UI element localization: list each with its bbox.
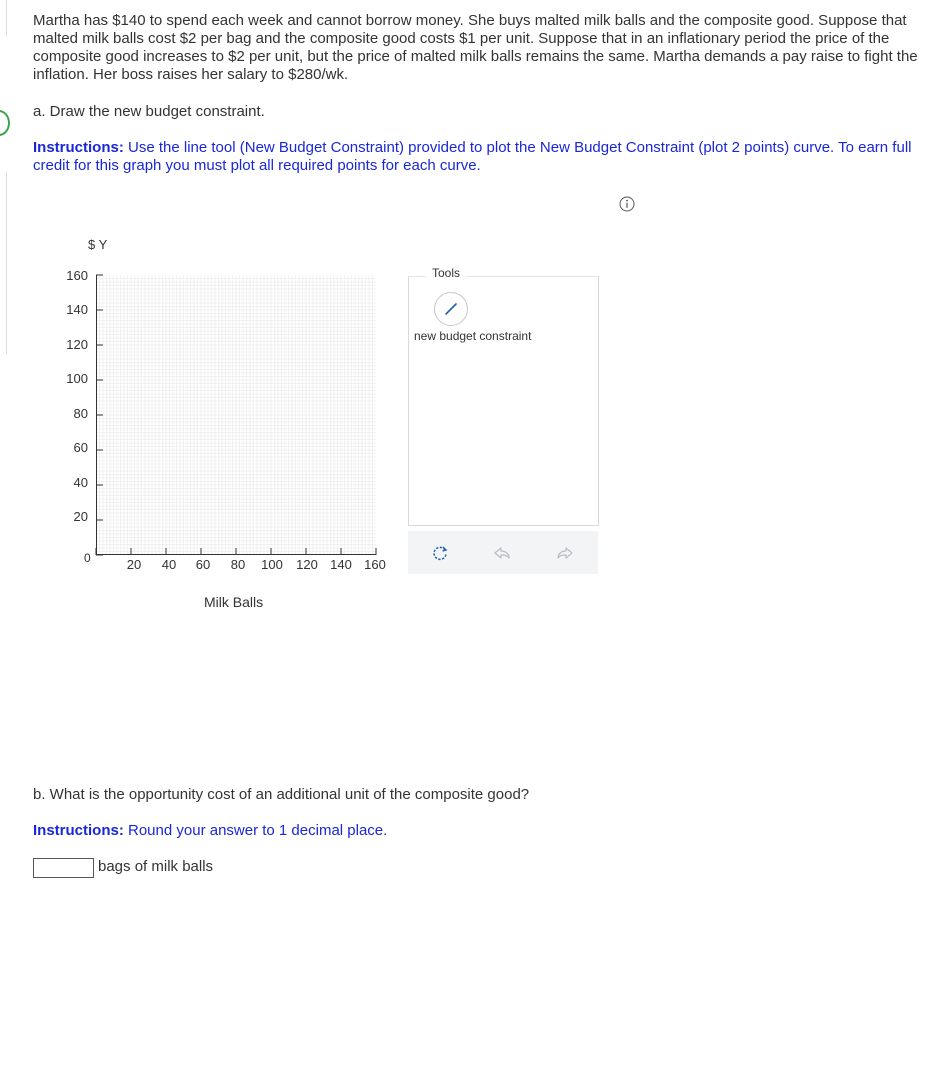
part-a-label: a. Draw the new budget constraint. [33,103,265,120]
y-tick-label: 120 [66,337,88,352]
x-tick-label: 160 [364,557,386,572]
x-tick-label: 20 [126,557,142,572]
x-tick-label: 40 [161,557,177,572]
y-tick-label: 80 [73,406,88,421]
tools-title: Tools [426,266,466,280]
line-tool-icon [443,301,459,317]
instructions-text: Use the line tool (New Budget Constraint) provided to plot the New Budget Constraint (plot 2 points) curve. To earn full credit for this graph you must plot all required points for each curve. [33,139,912,174]
x-tick-label: 140 [330,557,352,572]
undo-icon[interactable] [492,543,512,563]
origin-label: 0 [84,551,91,565]
answer-unit-label: bags of milk balls [98,858,214,875]
instructions-prefix: Instructions: [33,822,124,839]
x-tick-label: 120 [296,557,318,572]
redo-icon[interactable] [555,543,575,563]
left-nav-fragment [0,0,7,36]
y-tick-label: 60 [73,440,88,455]
x-tick-label: 60 [195,557,211,572]
info-icon[interactable] [619,196,635,212]
y-tick-label: 20 [73,509,88,524]
y-axis-label: $ Y [88,237,108,252]
x-tick-label: 100 [261,557,283,572]
x-axis-label: Milk Balls [204,594,264,610]
reset-icon[interactable] [430,543,450,563]
part-b-instructions [33,822,387,839]
y-tick-label: 100 [66,371,88,386]
y-tick-label: 160 [66,268,88,283]
part-b-label: b. What is the opportunity cost of an additional unit of the composite good? [33,786,530,803]
x-tick-label: 80 [230,557,246,572]
new-budget-constraint-tool-button[interactable] [434,292,468,326]
line-tool-label: new budget constraint [414,329,532,343]
graph-action-bar [408,531,598,574]
part-a-instructions [33,139,928,175]
instructions-text: Round your answer to 1 decimal place. [123,822,388,839]
y-tick-label: 40 [73,475,88,490]
opportunity-cost-answer-input[interactable] [33,858,94,878]
progress-indicator-icon [0,110,10,136]
instructions-prefix: Instructions: [33,139,124,156]
graph-plot-area[interactable] [96,275,376,555]
left-nav-fragment [0,172,7,354]
y-tick-label: 140 [66,302,88,317]
question-text: Martha has $140 to spend each week and cannot borrow money. She buys malted milk balls and the composite good. Suppose that malted milk balls cost $2 per bag and the composite good costs $1 per unit. Suppose that in an inflationary period the price of the composite good increases to $2 per unit, but the price of malted milk balls remains the same. Martha demands a pay raise to fight the inflation. Her boss raises her salary to $280/wk. [33,12,918,83]
